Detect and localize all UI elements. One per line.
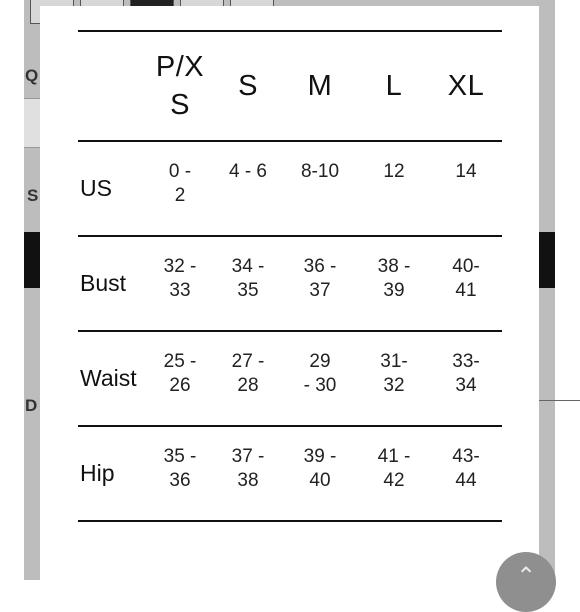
table-row-waist [78,332,502,425]
table-cell: 34 - 35 [231,256,265,301]
table-cell: 8-10 [300,161,340,182]
table-row-us [78,142,502,235]
add-to-cart-button-edge[interactable] [538,232,555,288]
table-cell: 14 [455,161,477,182]
table-cell: 33- 34 [452,351,480,396]
table-cell: 25 - 26 [163,351,197,396]
table-cell: 37 - 38 [231,446,265,491]
table-cell: 35 - 36 [163,446,197,491]
divider [538,400,580,401]
table-cell: 29 - 30 [303,351,337,396]
column-header-s: S [238,70,258,102]
quantity-field[interactable] [24,98,41,148]
row-label-waist: Waist [80,365,137,391]
table-cell: 12 [383,161,405,182]
column-header-pxs: P/X S [155,51,205,121]
row-label-bust: Bust [80,270,127,296]
table-cell: 40- 41 [452,256,480,301]
table-cell: 43- 44 [452,446,480,491]
row-label-us: US [80,175,112,201]
scroll-to-top-button[interactable] [496,552,556,612]
table-cell: 38 - 39 [377,256,411,301]
table-cell: 39 - 40 [303,446,337,491]
chevron-up-icon: ⌃ [515,563,537,590]
column-header-l: L [385,70,403,102]
column-header-xl: XL [447,70,485,102]
table-cell: 4 - 6 [228,161,268,182]
table-cell: 41 - 42 [377,446,411,491]
table-cell: 31- 32 [380,351,408,396]
column-header-m: M [307,70,333,102]
background-label-q: Q [25,66,39,85]
table-header-row [78,32,502,140]
row-label-hip: Hip [80,460,115,486]
header-corner [78,32,146,140]
background-label-d: D [25,396,38,415]
size-chart-table [78,30,502,522]
table-rule [78,520,502,522]
table-row-hip [78,427,502,520]
table-cell: 27 - 28 [231,351,265,396]
table-cell: 32 - 33 [163,256,197,301]
table-cell: 0 - 2 [168,161,192,206]
size-chart-modal [40,6,539,596]
table-cell: 36 - 37 [303,256,337,301]
table-row-bust [78,237,502,330]
background-label-s: S [27,186,39,205]
